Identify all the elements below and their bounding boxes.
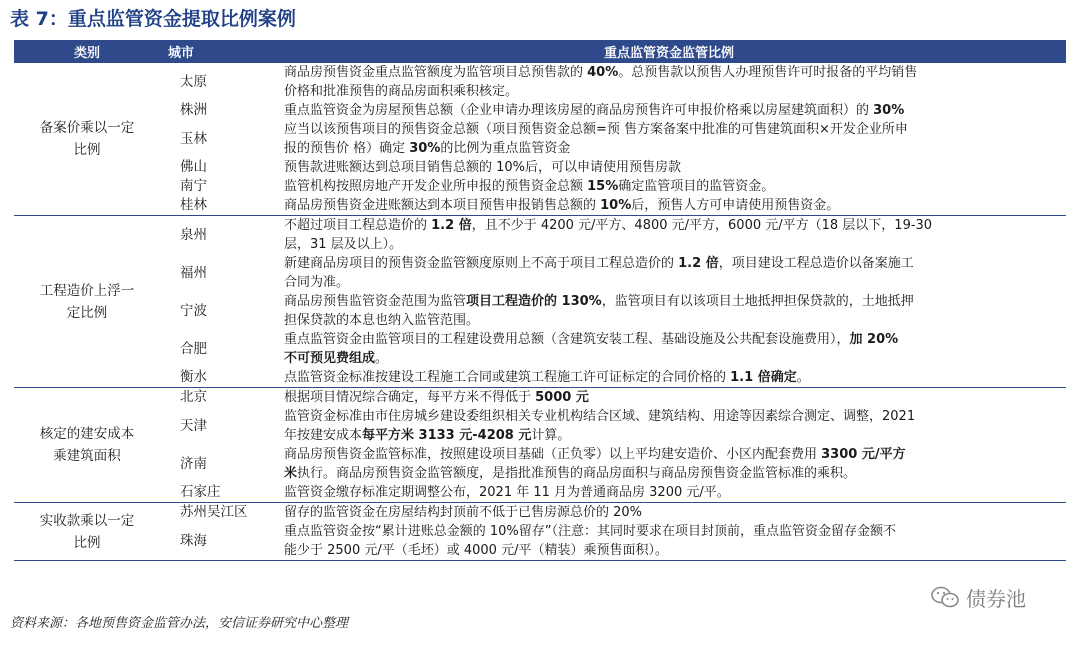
desc-line [284,349,1060,368]
desc-cell [272,388,1066,408]
desc-text: 价格和批准预售的商品房面积乘积核定。 [284,84,519,99]
city-cell: 宁波 [180,302,207,319]
category-line: 核定的建安成本 [39,426,135,442]
highlight-text: 不可预见费组成 [284,351,376,366]
desc-text: 年按建安成本 [284,428,363,443]
category-line: 乘建筑面积 [53,448,121,464]
desc-text: 报的预售价 格）确定 [284,141,410,156]
desc-line [284,101,1060,120]
desc-text: 预售款进账额达到总项目销售总额的 10%后，可以申请使用预售房款 [284,160,682,175]
city-cell: 玉林 [180,130,207,147]
table-row [14,254,1066,292]
city-cell: 佛山 [180,159,207,175]
city-cell: 北京 [160,388,272,408]
table-row [14,101,1066,120]
desc-text: 层，31 层及以上）。 [284,237,403,252]
desc-line [284,82,1060,101]
desc-text: 。 [796,370,810,385]
highlight-text: 3300 元/平方 [821,447,906,462]
desc-text: 不超过项目工程总造价的 [284,218,432,233]
table-header-row [14,40,1066,63]
desc-text: 重点监管资金为房屋预售总额（企业申请办理该房屋的商品房预售许可申报价格乘以房屋建筑面积）的 [284,103,874,118]
desc-line [284,254,1060,273]
city-cell: 株洲 [180,102,207,118]
desc-text: 重点监管资金按“累计进账总金额的 10%留存”（注意：其同时要求在项目封顶前，重点监管资金留存金额不 [284,524,896,539]
desc-text: 监管机构按照房地产开发企业所申报的预售资金总额 [284,179,588,194]
desc-cell [272,522,1066,561]
category-cell [14,388,160,503]
highlight-text: 5000 元 [535,390,589,405]
table-body [14,63,1066,561]
highlight-text: 30% [873,103,905,118]
desc-text: 根据项目情况综合确定，每平方米不得低于 [284,390,536,405]
desc-text: 。总预售款以预售人办理预售许可时报备的平均销售 [618,65,918,80]
desc-line [284,483,1060,502]
desc-text: 合同为准。 [284,275,350,290]
desc-text: 商品房预售资金重点监管额度为监管项目总预售款的 [284,65,588,80]
desc-line [284,139,1060,158]
category-cell [14,216,160,388]
highlight-text: 米 [284,466,298,481]
desc-line [284,216,1060,235]
desc-line [284,235,1060,254]
city-cell: 泉州 [160,216,272,255]
city-cell: 石家庄 [180,484,221,500]
city-cell: 桂林 [180,197,207,213]
desc-text: ，监管项目有以该项目土地抵押担保贷款的，土地抵押 [601,294,914,309]
table-row [14,196,1066,216]
desc-cell [272,63,1066,102]
desc-text: 应当以该预售项目的预售资金总额（项目预售资金总额=预 售方案备案中批准的可售建筑面积×开发企业所申 [284,122,908,137]
desc-text: 后，预售人方可申请使用预售资金。 [631,198,840,213]
source-note: 资料来源：各地预售资金监管办法，安信证券研究中心整理 [10,616,349,631]
desc-cell [272,196,1066,216]
city-cell: 衡水 [180,369,207,385]
highlight-text: 40% [587,65,619,80]
table-row [14,503,1066,523]
desc-cell [272,483,1066,503]
desc-text: 。 [375,351,389,366]
desc-line [284,541,1060,560]
desc-line [284,273,1060,292]
desc-cell [272,368,1066,388]
highlight-text: 15% [587,179,619,194]
table-row [14,216,1066,255]
desc-text: 留存的监管资金在房屋结构封顶前不低于已售房源总价的 20% [284,505,643,520]
desc-line [284,311,1060,330]
desc-text: 监管资金缴存标准定期调整公布，2021 年 11 月为普通商品房 3200 元/平。 [284,485,730,500]
desc-text: 能少于 2500 元/平（毛坯）或 4000 元/平（精装）乘预售面积）。 [284,543,668,558]
desc-cell [272,292,1066,330]
table-row [14,120,1066,158]
table-row [14,445,1066,483]
desc-cell [272,445,1066,483]
header-category: 类别 [14,40,160,63]
watermark-text: 债券池 [966,586,1026,611]
desc-text: 确定监管项目的监管资金。 [618,179,775,194]
table-row [14,368,1066,388]
table-row [14,292,1066,330]
desc-text: 计算。 [531,428,571,443]
desc-line [284,177,1060,196]
table-row [14,522,1066,561]
desc-line [284,426,1060,445]
desc-line [284,388,1060,407]
desc-text: 监管资金标准由市住房城乡建设委组织相关专业机构结合区域、建筑结构、用途等因素综合测定、调整，2021 [284,409,916,424]
desc-text: ，项目建设工程总造价以备案施工 [718,256,914,271]
desc-line [284,464,1060,483]
wechat-icon [930,585,960,609]
city-cell: 合肥 [180,340,207,357]
supervision-ratio-table [14,40,1066,561]
desc-text: 新建商品房项目的预售资金监管额度原则上不高于项目工程总造价的 [284,256,679,271]
category-line: 备案价乘以一定 [39,120,135,136]
desc-text: 担保贷款的本息也纳入监管范围。 [284,313,480,328]
highlight-text: 10% [600,198,632,213]
header-desc: 重点监管资金监管比例 [272,40,1066,63]
desc-cell [272,407,1066,445]
highlight-text: 1.2 倍 [678,256,719,271]
desc-line [284,292,1060,311]
desc-line [284,522,1060,541]
desc-line [284,368,1060,387]
desc-text: 点监管资金标准按建设工程施工合同或建筑工程施工许可证标定的合同价格的 [284,370,731,385]
desc-text: 商品房预售资金监管标准，按照建设项目基础（正负零）以上平均建安造价、小区内配套费用 [284,447,822,462]
desc-line [284,503,1060,522]
category-line: 定比例 [66,304,108,321]
desc-text: 商品房预售资金进账额达到本项目预售申报销售总额的 [284,198,601,213]
city-cell: 太原 [160,63,272,102]
desc-cell [272,330,1066,368]
category-line: 工程造价上浮一 [39,282,135,299]
desc-text: 执行。商品房预售资金监管额度，是指批准预售的商品房面积与商品房预售资金监管标准的乘积。 [297,466,857,481]
city-cell: 苏州吴江区 [160,503,272,523]
table-row [14,63,1066,102]
desc-line [284,120,1060,139]
table-container [14,40,1066,561]
city-cell: 珠海 [160,522,272,561]
category-line: 比例 [73,534,101,551]
highlight-text: 1.2 倍 [431,218,472,233]
desc-line [284,63,1060,82]
desc-cell [272,101,1066,120]
watermark [930,583,1070,611]
table-row [14,158,1066,177]
header-city: 城市 [160,40,272,63]
highlight-text: 加 20% [849,332,899,347]
desc-line [284,330,1060,349]
highlight-text: 30% [409,141,441,156]
category-cell [14,503,160,561]
desc-line [284,407,1060,426]
table-row [14,330,1066,368]
city-cell: 福州 [180,264,207,281]
desc-cell [272,120,1066,158]
table-row [14,388,1066,408]
highlight-text: 每平方米 3133 元-4208 元 [362,428,532,443]
desc-cell [272,254,1066,292]
table-row [14,407,1066,445]
table-row [14,483,1066,503]
city-cell: 天津 [180,417,207,434]
desc-text: 商品房预售监管资金范围为监管 [284,294,467,309]
desc-text: 的比例为重点监管资金 [440,141,571,156]
city-cell: 济南 [180,455,207,472]
table-row [14,177,1066,196]
desc-cell [272,158,1066,177]
table-title: 表 7：重点监管资金提取比例案例 [10,8,296,30]
category-line: 比例 [73,142,101,158]
highlight-text: 1.1 倍确定 [730,370,797,385]
desc-text: ，且不少于 4200 元/平方、4800 元/平方，6000 元/平方（18 层以下，19-30 [471,218,933,233]
desc-cell [272,216,1066,255]
category-cell [14,63,160,216]
desc-line [284,196,1060,215]
highlight-text: 项目工程造价的 130% [466,294,602,309]
desc-line [284,158,1060,177]
desc-cell [272,177,1066,196]
city-cell: 南宁 [180,178,207,194]
category-line: 实收款乘以一定 [39,512,135,529]
desc-text: 重点监管资金由监管项目的工程建设费用总额（含建筑安装工程、基础设施及公共配套设施费用）， [284,332,850,347]
desc-line [284,445,1060,464]
desc-cell [272,503,1066,523]
